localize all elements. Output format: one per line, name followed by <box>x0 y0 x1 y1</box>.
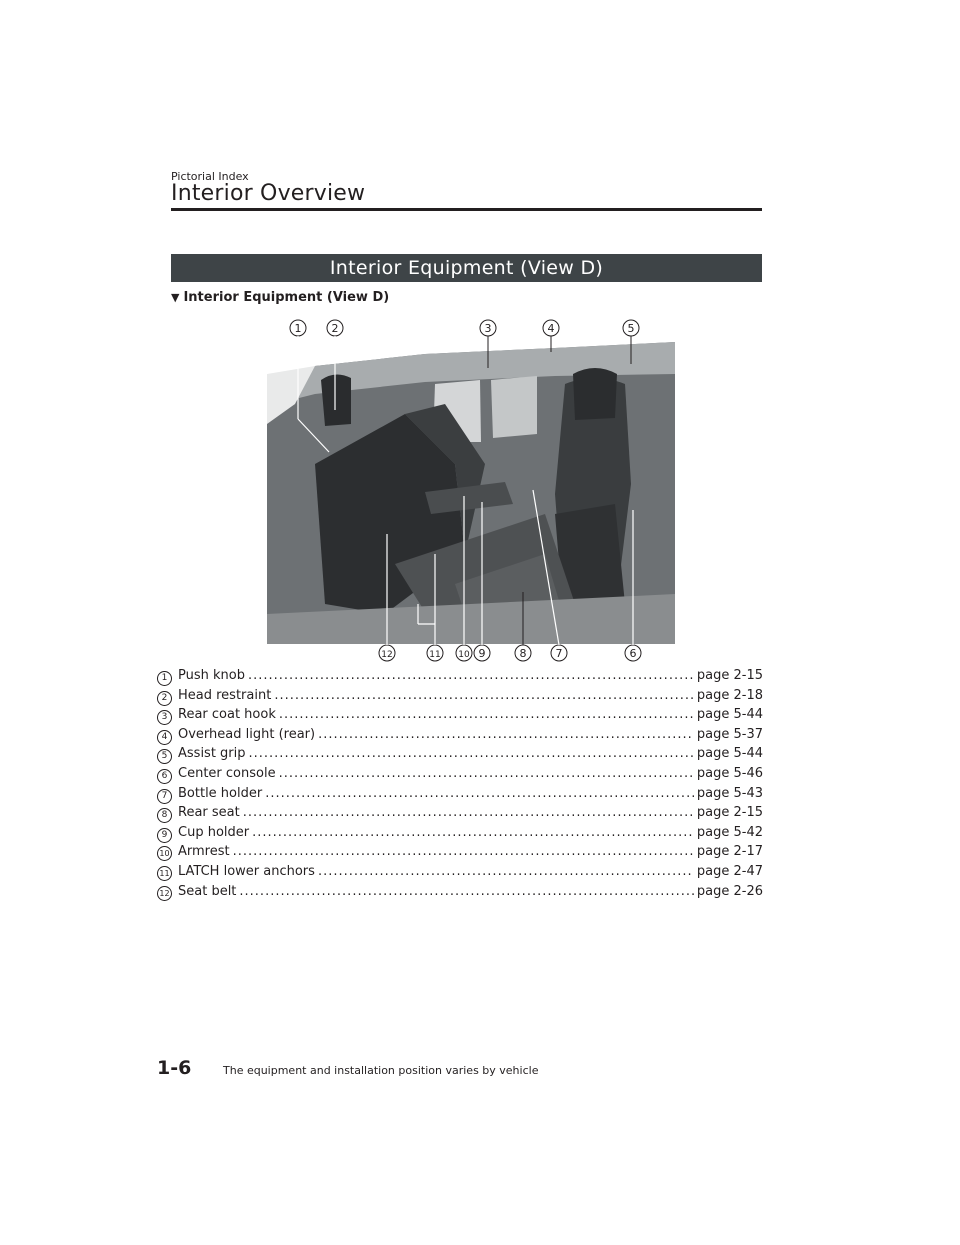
item-label: Center console <box>178 765 276 781</box>
svg-text:7: 7 <box>555 647 563 660</box>
item-number: 1 <box>157 671 172 686</box>
item-number: 9 <box>157 828 172 843</box>
section-label: Pictorial Index <box>171 170 249 183</box>
item-label: Rear coat hook <box>178 707 276 723</box>
item-number: 7 <box>157 789 172 804</box>
item-page-ref: page 5-44 <box>696 746 763 762</box>
svg-text:12: 12 <box>381 650 393 660</box>
svg-text:10: 10 <box>458 650 470 660</box>
item-label: LATCH lower anchors <box>178 863 315 879</box>
title-rule <box>171 208 762 211</box>
svg-text:8: 8 <box>519 647 527 660</box>
list-item <box>157 884 763 904</box>
item-number: 12 <box>157 886 172 901</box>
triangle-marker-icon: ▼ <box>171 291 180 304</box>
item-label: Bottle holder <box>178 785 263 801</box>
svg-text:3: 3 <box>484 322 492 335</box>
page-title: Interior Overview <box>171 181 366 206</box>
subheading <box>171 290 389 305</box>
item-label: Cup holder <box>178 824 250 840</box>
item-label: Armrest <box>178 844 230 860</box>
item-page-ref: page 2-47 <box>696 863 763 879</box>
item-page-ref: page 5-42 <box>696 824 763 840</box>
item-page-ref: page 2-17 <box>696 844 763 860</box>
list-item <box>157 766 763 786</box>
item-page-ref: page 2-18 <box>696 687 763 703</box>
list-item <box>157 864 763 884</box>
list-item <box>157 805 763 825</box>
item-label: Seat belt <box>178 883 237 899</box>
list-item <box>157 746 763 766</box>
callout-4 <box>543 320 559 352</box>
item-number: 10 <box>157 846 172 861</box>
item-number: 6 <box>157 769 172 784</box>
item-page-ref: page 5-44 <box>696 707 763 723</box>
item-number: 2 <box>157 691 172 706</box>
item-number: 5 <box>157 749 172 764</box>
svg-text:6: 6 <box>629 647 637 660</box>
item-page-ref: page 2-15 <box>696 668 763 683</box>
item-label: Rear seat <box>178 805 240 821</box>
list-item <box>157 786 763 806</box>
item-page-ref: page 5-43 <box>696 785 763 801</box>
list-item <box>157 688 763 708</box>
item-number: 3 <box>157 710 172 725</box>
list-item <box>157 844 763 864</box>
svg-text:9: 9 <box>478 647 486 660</box>
svg-text:4: 4 <box>547 322 555 335</box>
item-number: 4 <box>157 730 172 745</box>
interior-illustration <box>255 314 685 674</box>
item-page-ref: page 5-37 <box>696 726 763 742</box>
item-label: Overhead light (rear) <box>178 726 316 742</box>
item-number: 11 <box>157 866 172 881</box>
legend-list <box>157 668 763 903</box>
svg-text:11: 11 <box>429 650 441 660</box>
svg-text:1: 1 <box>294 322 302 335</box>
item-number: 8 <box>157 808 172 823</box>
svg-text:5: 5 <box>627 322 635 335</box>
page-number: 1-6 <box>157 1057 192 1079</box>
item-label: Head restraint <box>178 687 272 703</box>
list-item <box>157 727 763 747</box>
footer-note: The equipment and installation position varies by vehicle <box>223 1064 539 1077</box>
item-label: Push knob <box>178 668 245 683</box>
list-item <box>157 825 763 845</box>
rear-seat-illustration <box>255 314 685 674</box>
item-page-ref: page 5-46 <box>696 765 763 781</box>
item-page-ref: page 2-26 <box>696 883 763 899</box>
subheading-text: Interior Equipment (View D) <box>183 290 390 305</box>
item-page-ref: page 2-15 <box>696 805 763 821</box>
item-label: Assist grip <box>178 746 246 762</box>
list-item <box>157 668 763 688</box>
svg-text:2: 2 <box>331 322 339 335</box>
list-item <box>157 707 763 727</box>
section-banner: Interior Equipment (View D) <box>171 254 762 282</box>
